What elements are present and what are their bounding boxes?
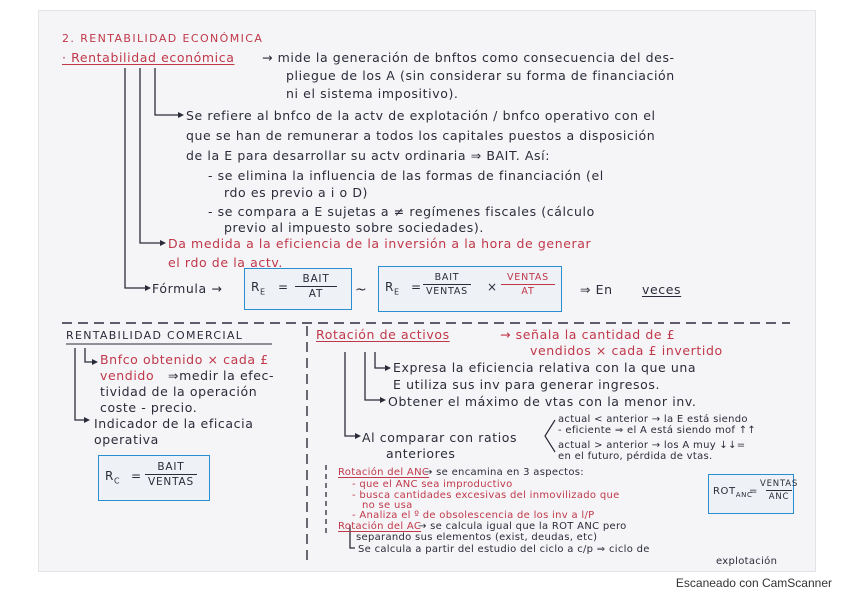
measure-line-1: Da medida a la eficiencia de la inversión a la hora de generar bbox=[168, 236, 592, 251]
comparison-2-line-1: actual > anterior → los A muy ↓↓= bbox=[558, 440, 746, 451]
comparar-line-2: anteriores bbox=[386, 446, 456, 461]
rotacion-anc-intro: → se encamina en 3 aspectos: bbox=[424, 467, 584, 478]
rot-fraction bbox=[757, 479, 801, 502]
re-fraction bbox=[295, 273, 337, 300]
rc-fraction bbox=[145, 461, 197, 488]
rot-equals: = bbox=[749, 486, 758, 497]
bracket-expresa bbox=[375, 352, 385, 368]
scanner-watermark: Escaneado con CamScanner bbox=[675, 576, 832, 590]
rc-numerator: BAIT bbox=[157, 461, 185, 473]
bracket-refers bbox=[155, 68, 178, 115]
ac-line-2: Se calcula a partir del estudio del ciclo a c/p ⇒ ciclo de bbox=[358, 544, 650, 555]
bnfco-tail-2: tividad de la operación bbox=[100, 384, 258, 399]
re-equals: = bbox=[278, 280, 289, 294]
bracket-bnfco bbox=[85, 348, 92, 362]
re2-times: × bbox=[487, 280, 498, 294]
result-unit: veces bbox=[642, 282, 682, 297]
bnfco-tail-3: coste - precio. bbox=[100, 400, 198, 415]
rotacion-anc-title: Rotación del ANC bbox=[338, 467, 430, 478]
ac-line-1: separando sus elementos (exist, deudas, etc) bbox=[356, 532, 598, 543]
bullet-line-1: - se elimina la influencia de las formas de financiación (el bbox=[208, 168, 604, 183]
rc-equals: = bbox=[131, 469, 142, 483]
rotacion-def-line-2: vendidos × cada £ invertido bbox=[530, 343, 723, 358]
rot-numerator: VENTAS bbox=[760, 479, 799, 489]
comparison-1-line-1: actual < anterior → la E está siendo bbox=[558, 414, 748, 425]
section-heading-rentabilidad-economica: 2. RENTABILIDAD ECONÓMICA bbox=[62, 32, 264, 45]
re2-denominator-1: VENTAS bbox=[423, 284, 471, 297]
re-decomposed-box bbox=[378, 266, 562, 312]
rotacion-ac-intro: → se calcula igual que la ROT ANC pero bbox=[418, 521, 627, 532]
rotacion-def-line-1: → señala la cantidad de £ bbox=[500, 327, 676, 342]
rot-anc-formula-box bbox=[708, 474, 799, 514]
bnfco-tail-1: ⇒medir la efec- bbox=[168, 368, 275, 383]
rc-formula-box bbox=[98, 455, 210, 501]
formula-label: Fórmula → bbox=[152, 281, 223, 296]
re-subscript: E bbox=[259, 287, 266, 297]
rc-denominator: VENTAS bbox=[145, 474, 197, 488]
anc-point-3: no se usa bbox=[362, 500, 413, 511]
comparar-line-1: Al comparar con ratios bbox=[362, 430, 518, 445]
bnfco-line-2: vendido bbox=[100, 368, 155, 383]
equivalence-tilde: ~ bbox=[355, 282, 368, 298]
bnfco-line-1: Bnfco obtenido × cada £ bbox=[100, 352, 269, 367]
anc-point-4: - Analiza el º de obsolescencia de los inv a l/P bbox=[352, 510, 595, 521]
bracket-formula bbox=[125, 68, 145, 288]
re-symbol: R bbox=[251, 280, 260, 294]
refers-line-1: Se refiere al bnfco de la actv de explotación / bnfco operativo con el bbox=[186, 108, 656, 123]
definition-line-3: ni el sistema impositivo). bbox=[286, 86, 459, 101]
re-formula-box bbox=[244, 268, 352, 310]
bracket-comparar bbox=[345, 352, 355, 436]
rotacion-ac-title: Rotación del AC bbox=[338, 521, 422, 532]
re-denominator: AT bbox=[295, 286, 337, 300]
comparison-2-line-2: en el futuro, pérdida de vtas. bbox=[558, 451, 713, 462]
expresa-line-1: Expresa la eficiencia relativa con la que una bbox=[393, 360, 697, 375]
expresa-line-2: E utiliza sus inv para generar ingresos. bbox=[393, 377, 661, 392]
anc-point-1: - que el ANC sea improductivo bbox=[352, 479, 513, 490]
anc-point-2: - busca cantidades excesivas del inmovilizado que bbox=[352, 490, 620, 501]
re-numerator: BAIT bbox=[302, 273, 330, 285]
refers-line-3: de la E para desarrollar su actv ordinaria ⇒ BAIT. Así: bbox=[186, 148, 551, 163]
refers-line-2: que se han de remunerar a todos los capitales puestos a disposición bbox=[186, 128, 656, 143]
bullet-line-2: rdo es previo a i o D) bbox=[224, 185, 369, 200]
section-heading-rentabilidad-comercial: RENTABILIDAD COMERCIAL bbox=[66, 329, 244, 342]
definition-line-1: → mide la generación de bnftos como consecuencia del des- bbox=[262, 50, 675, 65]
rotacion-activos-heading: Rotación de activos bbox=[316, 327, 450, 342]
bracket-obtener bbox=[365, 352, 380, 400]
re2-symbol: R bbox=[385, 280, 394, 294]
comparison-1-line-2: - eficiente ⇒ el A está siendo mof ↑↑ bbox=[558, 425, 757, 436]
re2-fraction-2 bbox=[501, 272, 555, 297]
bullet-line-3: - se compara a E sujetas a ≠ regímenes fiscales (cálculo bbox=[208, 204, 595, 219]
ac-line-3: explotación bbox=[716, 556, 778, 567]
re2-subscript: E bbox=[393, 287, 400, 297]
re2-denominator-2: AT bbox=[501, 284, 555, 297]
re2-equals: = bbox=[411, 280, 422, 294]
result-arrow: ⇒ En bbox=[580, 282, 613, 297]
re2-fraction-1 bbox=[423, 272, 471, 297]
obtener-line: Obtener el máximo de vtas con la menor inv. bbox=[388, 394, 697, 409]
indicator-line-1: Indicador de la eficacia bbox=[94, 416, 254, 431]
bullet-line-4: previo al impuesto sobre sociedades). bbox=[224, 220, 484, 235]
rot-subscript: ANC bbox=[735, 491, 753, 499]
indicator-line-2: operativa bbox=[94, 432, 159, 447]
re2-numerator-2: VENTAS bbox=[506, 272, 549, 283]
measure-line-2: el rdo de la actv. bbox=[168, 255, 283, 270]
term-rentabilidad-economica: · Rentabilidad económica bbox=[62, 50, 235, 65]
rot-denominator: ANC bbox=[766, 490, 793, 502]
rot-symbol: ROT bbox=[713, 486, 736, 497]
rc-symbol: R bbox=[105, 469, 114, 483]
definition-line-2: pliegue de los A (sin considerar su forma de financiación bbox=[286, 68, 675, 83]
bracket-measure bbox=[140, 68, 160, 243]
rc-subscript: C bbox=[113, 476, 121, 486]
bracket-indicator bbox=[75, 348, 84, 420]
re2-numerator-1: BAIT bbox=[434, 272, 460, 283]
